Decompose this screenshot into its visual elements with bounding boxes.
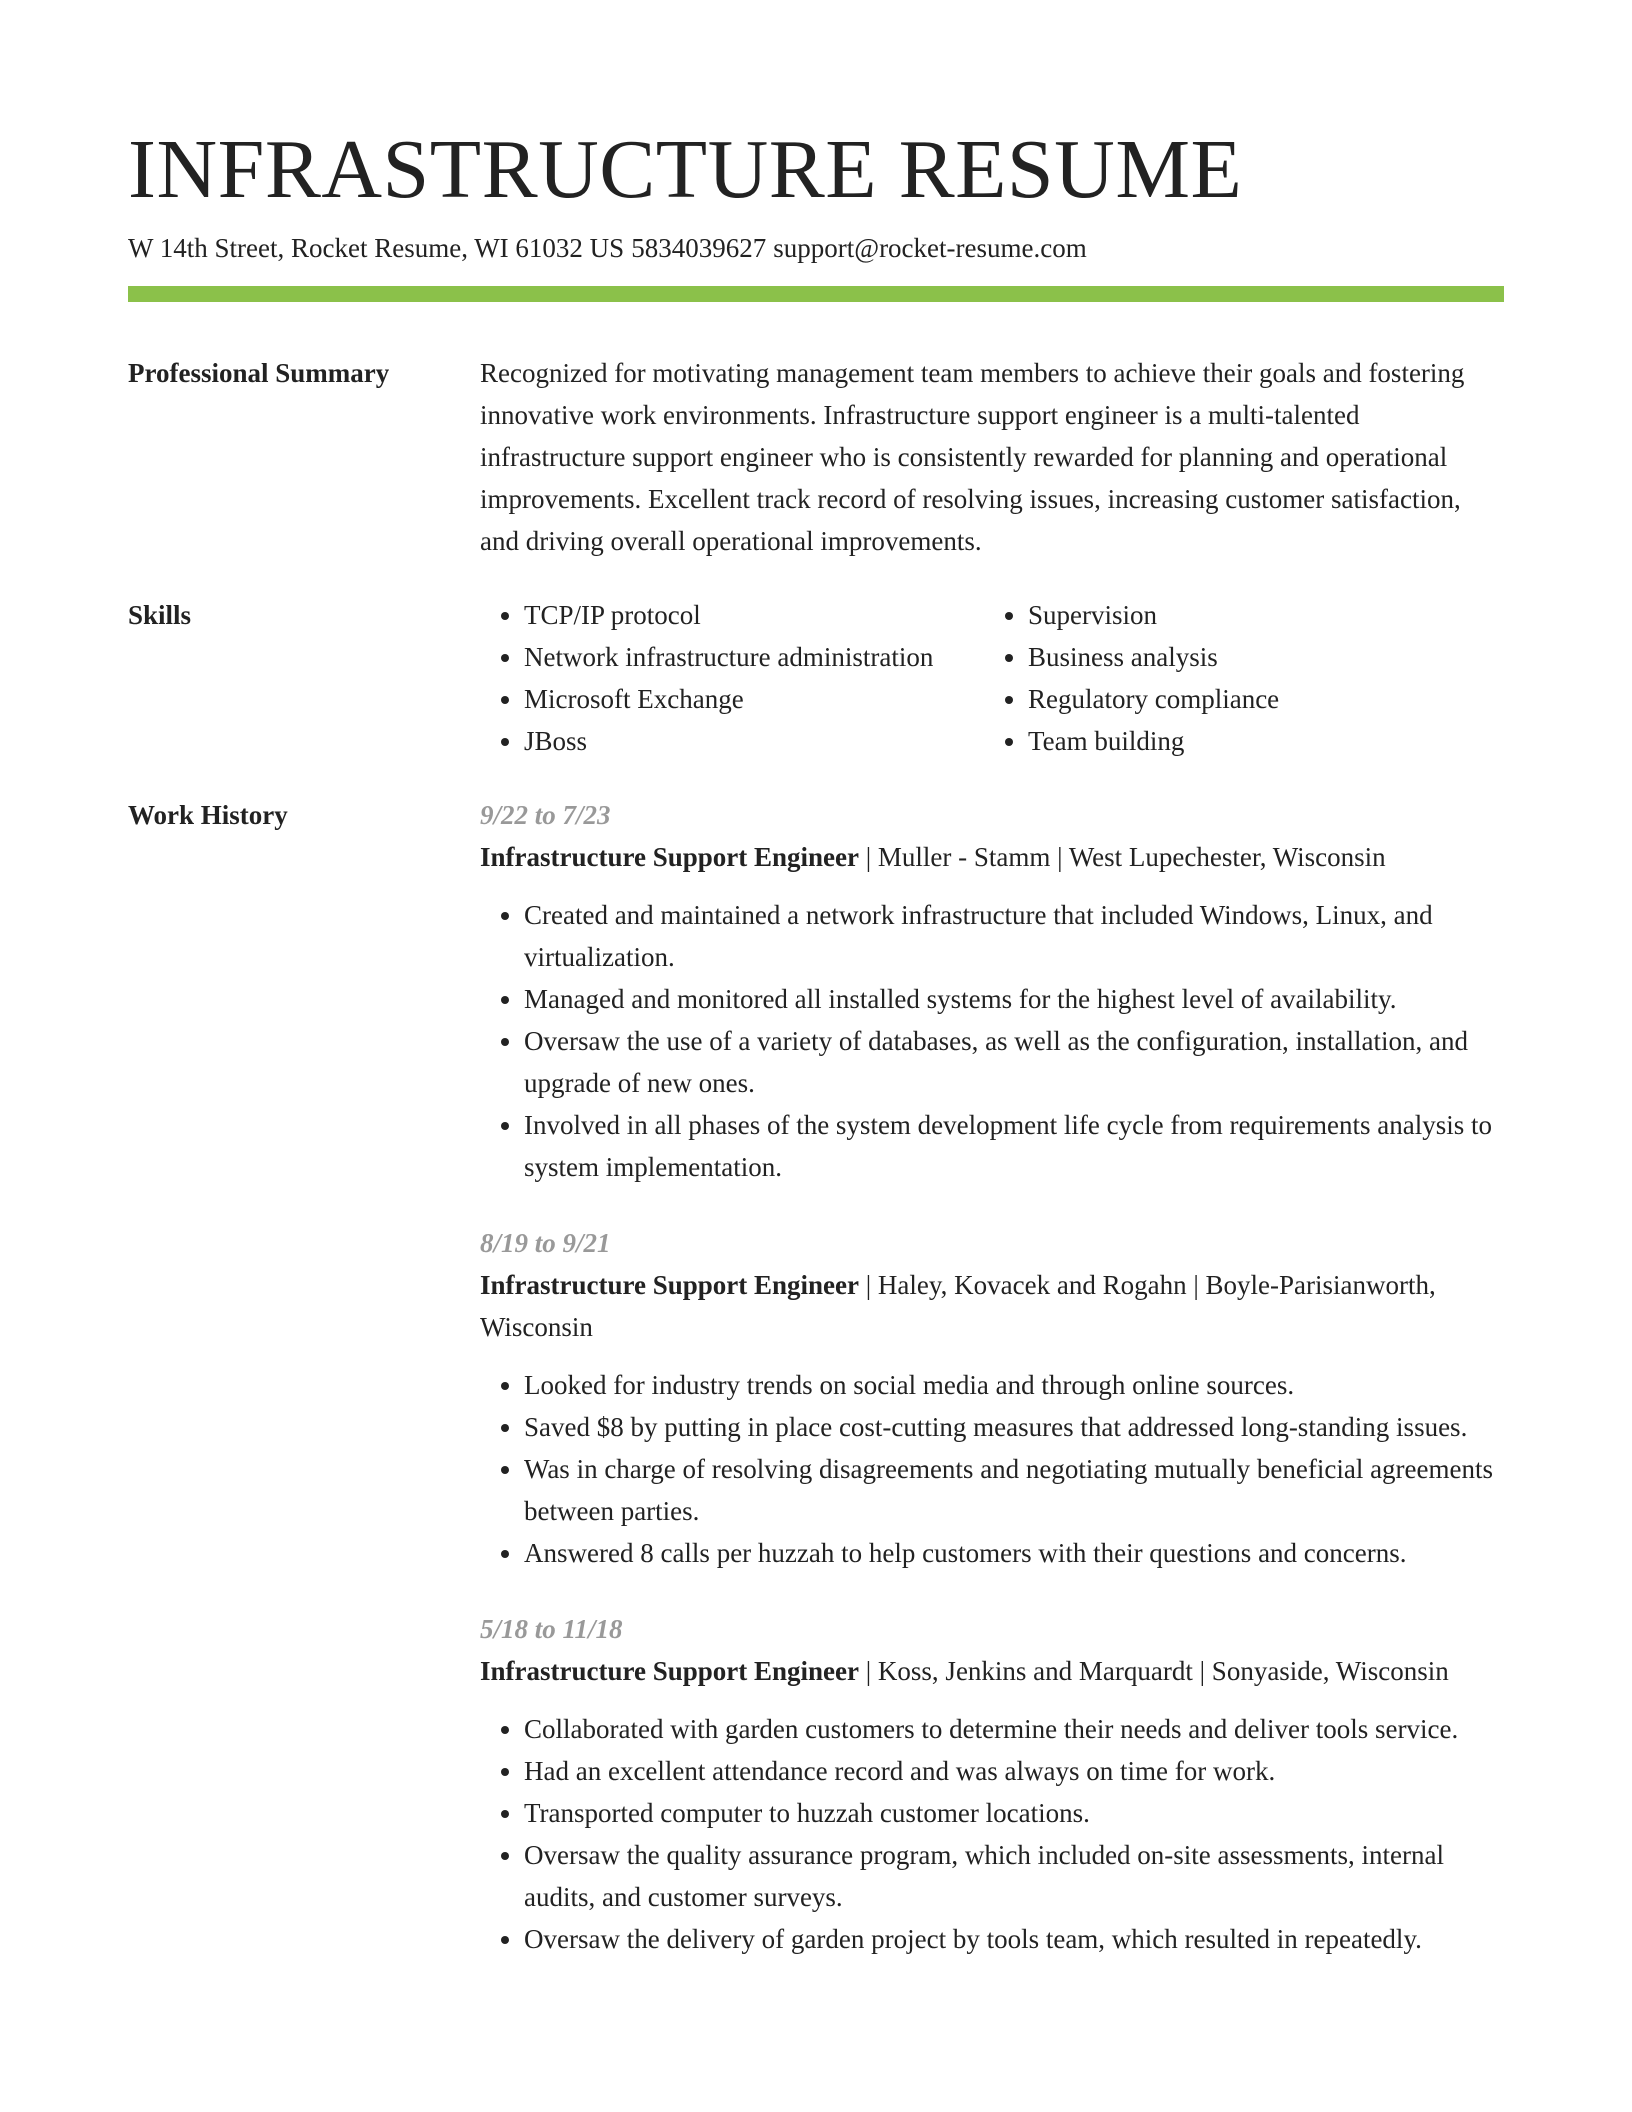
section-work-history — [128, 794, 1504, 1960]
summary-text: Recognized for motivating management team members to achieve their goals and fostering innovative work environments. Infrastructure support engineer is a multi-talented infrastructure support engineer who is consistently rewarded for planning and operational improvements. Excellent track record of resolving issues, increasing customer satisfaction, and driving overall operational improvements. — [480, 358, 1465, 556]
job-entry — [480, 1222, 1504, 1574]
skill-item: • JBoss — [524, 720, 984, 762]
skill-item: • Supervision — [1028, 594, 1488, 636]
job-bullet: • Oversaw the delivery of garden project by tools team, which resulted in repeatedly. — [524, 1918, 1504, 1960]
contact-email: support@rocket-resume.com — [773, 233, 1087, 263]
job-bullets — [480, 1364, 1504, 1574]
skill-item: • TCP/IP protocol — [524, 594, 984, 636]
header-divider — [128, 286, 1504, 302]
job-company: Koss, Jenkins and Marquardt — [877, 1656, 1193, 1686]
job-location: Sonyaside, Wisconsin — [1211, 1656, 1449, 1686]
job-title: Infrastructure Support Engineer — [480, 1656, 860, 1686]
job-dates: 8/19 to 9/21 — [480, 1228, 611, 1258]
job-heading: Infrastructure Support Engineer | Muller - Stamm | West Lupechester, Wisconsin — [480, 842, 1386, 872]
job-bullet: • Collaborated with garden customers to determine their needs and deliver tools service. — [524, 1708, 1504, 1750]
job-bullet: • Transported computer to huzzah customer locations. — [524, 1792, 1504, 1834]
skill-item: • Microsoft Exchange — [524, 678, 984, 720]
section-professional-summary — [128, 352, 1504, 562]
job-dates: 9/22 to 7/23 — [480, 800, 611, 830]
section-label-work-history: Work History — [128, 800, 288, 830]
job-entry — [480, 1608, 1504, 1960]
contact-phone: 5834039627 — [631, 233, 767, 263]
job-bullets — [480, 894, 1504, 1188]
section-label-skills: Skills — [128, 600, 192, 630]
resume-name: INFRASTRUCTURE RESUME — [128, 123, 1243, 216]
job-location: Boyle-Parisianworth, Wisconsin — [480, 1270, 1436, 1342]
skill-item: • Regulatory compliance — [1028, 678, 1488, 720]
job-bullet: • Oversaw the use of a variety of databases, as well as the configuration, installation, and upgrade of new ones. — [524, 1020, 1504, 1104]
job-company: Haley, Kovacek and Rogahn — [877, 1270, 1187, 1300]
skill-item: • Team building — [1028, 720, 1488, 762]
job-bullet: • Looked for industry trends on social media and through online sources. — [524, 1364, 1504, 1406]
job-location: West Lupechester, Wisconsin — [1068, 842, 1386, 872]
job-bullet: • Answered 8 calls per huzzah to help customers with their questions and concerns. — [524, 1532, 1504, 1574]
job-company: Muller - Stamm — [877, 842, 1051, 872]
job-bullet: • Oversaw the quality assurance program, which included on-site assessments, internal audits, and customer surveys. — [524, 1834, 1504, 1918]
job-bullet: • Had an excellent attendance record and was always on time for work. — [524, 1750, 1504, 1792]
job-title: Infrastructure Support Engineer — [480, 842, 860, 872]
skills-column-1 — [480, 594, 984, 762]
job-bullet: • Involved in all phases of the system development life cycle from requirements analysis to system implementation. — [524, 1104, 1504, 1188]
skill-item: • Business analysis — [1028, 636, 1488, 678]
job-heading: Infrastructure Support Engineer | Koss, Jenkins and Marquardt | Sonyaside, Wisconsin — [480, 1656, 1449, 1686]
work-history-body — [480, 794, 1504, 1960]
job-bullet: • Was in charge of resolving disagreements and negotiating mutually beneficial agreements between parties. — [524, 1448, 1504, 1532]
job-bullets — [480, 1708, 1504, 1960]
job-entry — [480, 794, 1504, 1188]
skill-item: • Network infrastructure administration — [524, 636, 984, 678]
contact-line — [128, 230, 1504, 266]
job-bullet: • Created and maintained a network infrastructure that included Windows, Linux, and virtualization. — [524, 894, 1504, 978]
skills-grid — [480, 594, 1504, 762]
job-dates: 5/18 to 11/18 — [480, 1614, 623, 1644]
skills-column-2 — [984, 594, 1488, 762]
job-bullet: • Saved $8 by putting in place cost-cutting measures that addressed long-standing issues. — [524, 1406, 1504, 1448]
section-skills — [128, 594, 1504, 762]
job-title: Infrastructure Support Engineer — [480, 1270, 860, 1300]
skills-body — [480, 594, 1504, 762]
section-label-summary: Professional Summary — [128, 358, 390, 388]
contact-address: W 14th Street, Rocket Resume, WI 61032 US — [128, 233, 625, 263]
job-bullet: • Managed and monitored all installed systems for the highest level of availability. — [524, 978, 1504, 1020]
job-heading: Infrastructure Support Engineer | Haley, Kovacek and Rogahn | Boyle-Parisianworth, Wisconsin — [480, 1270, 1436, 1342]
